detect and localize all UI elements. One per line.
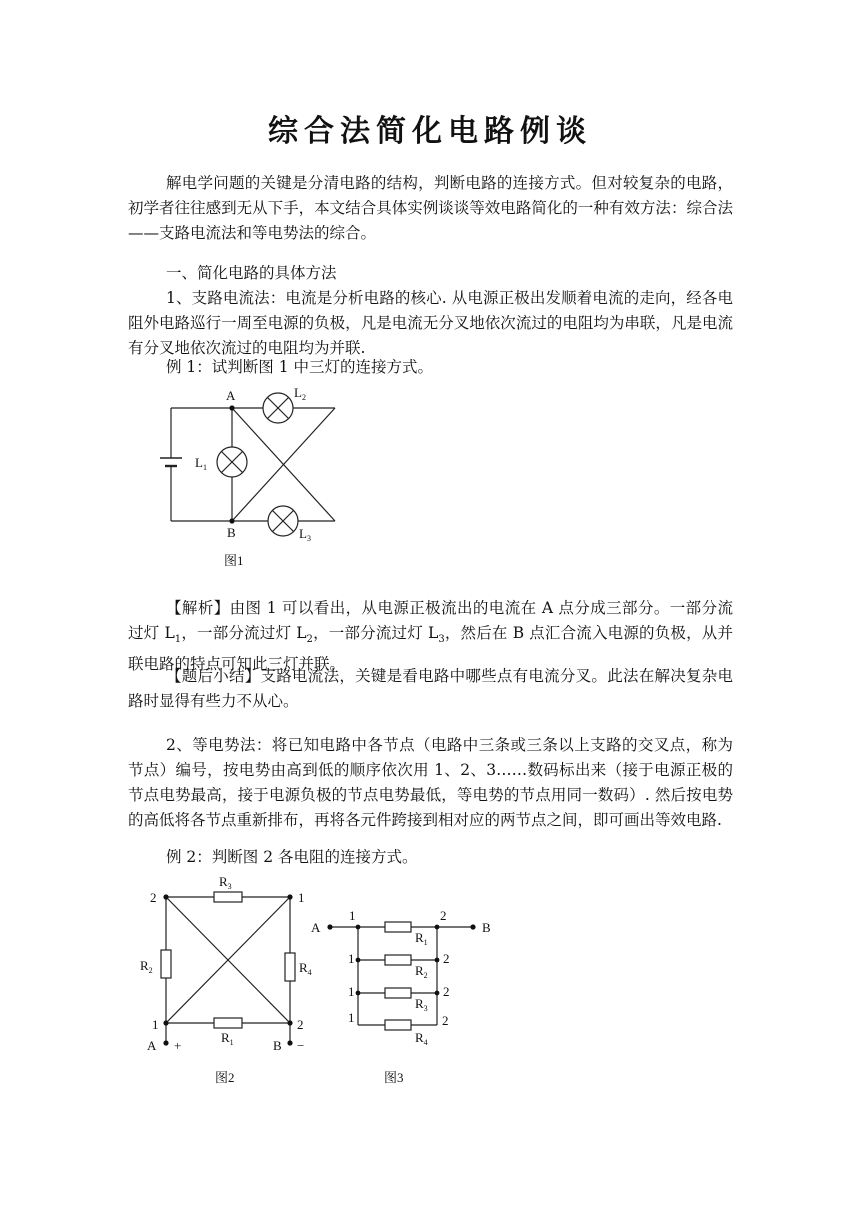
node-label: 1 xyxy=(348,951,355,966)
intro-paragraph: 解电学问题的关键是分清电路的结构，判断电路的连接方式。但对较复杂的电路，初学者往往感到无从下手，本文结合具体实例谈谈等效电路简化的一种有效方法：综合法——支路电流法和等电势法的综合。 xyxy=(128,174,733,242)
node-label: 2 xyxy=(150,890,157,905)
example1-text: 例 1：试判断图 1 中三灯的连接方式。 xyxy=(166,358,434,376)
r3-label: $R_3$ xyxy=(415,996,428,1013)
figure-2-circuit xyxy=(140,868,315,1088)
r4-label: $R_4$ xyxy=(415,1030,428,1047)
node-label: 1 xyxy=(298,890,305,905)
node-label: 1 xyxy=(349,908,356,923)
terminal-a-label: A xyxy=(147,1038,157,1053)
figure-2-caption: 图2 xyxy=(215,1070,235,1085)
node-label: 2 xyxy=(443,984,450,999)
node-b-dot xyxy=(229,518,234,523)
r3-label: $R_3$ xyxy=(219,874,232,891)
figure-3-circuit xyxy=(305,900,505,1085)
r1-label: $R_1$ xyxy=(415,930,428,947)
terminal-a-dot xyxy=(327,924,332,929)
node-label: 1 xyxy=(348,984,355,999)
analysis-paragraph: 【解析】由图 1 可以看出，从电源正极流出的电流在 A 点分成三部分。一部分流过灯 $L_1$，一部分流过灯 $L_2$，一部分流过灯 $L_3$，然后在 B 点汇合流入电源的负极，从并联电路的特点可知此三灯并联。 xyxy=(128,599,733,674)
figure-3-caption: 图3 xyxy=(384,1070,404,1085)
resistor-r3 xyxy=(214,892,242,902)
terminal-minus-label: − xyxy=(297,1038,305,1053)
resistor-r4 xyxy=(385,1020,411,1030)
node-label: 2 xyxy=(440,908,447,923)
terminal-b-label: B xyxy=(482,920,491,935)
r4-label: $R_4$ xyxy=(299,960,312,977)
node-a-label: A xyxy=(226,388,236,403)
r2-label: $R_2$ xyxy=(140,958,153,975)
resistor-r4 xyxy=(285,953,295,981)
lamp-l1-label: $L_1$ xyxy=(195,455,207,472)
terminal-plus-label: + xyxy=(174,1038,182,1053)
resistor-r2 xyxy=(161,950,171,978)
terminal-b-label: B xyxy=(273,1038,282,1053)
node-label: 1 xyxy=(152,1017,159,1032)
node-label: 2 xyxy=(297,1017,304,1032)
lamp-l2-label: $L_2$ xyxy=(294,385,306,402)
terminal-b-dot xyxy=(470,924,475,929)
node-label: 2 xyxy=(442,1013,449,1028)
terminal-a-dot xyxy=(163,1040,168,1045)
resistor-r2 xyxy=(385,955,411,965)
section-heading: 一、简化电路的具体方法 xyxy=(166,264,337,282)
node-label: 2 xyxy=(443,951,450,966)
terminal-b-dot xyxy=(287,1040,292,1045)
terminal-a-label: A xyxy=(311,920,321,935)
page-title: 综合法简化电路例谈 xyxy=(268,114,592,149)
example2-text: 例 2：判断图 2 各电阻的连接方式。 xyxy=(166,848,418,866)
summary-paragraph: 【题后小结】支路电流法，关键是看电路中哪些点有电流分叉。此法在解决复杂电路时显得有些力不从心。 xyxy=(128,667,733,710)
method1-paragraph: 1、支路电流法：电流是分析电路的核心. 从电源正极出发顺着电流的走向，经各电阻外电路巡行一周至电源的负极，凡是电流无分叉地依次流过的电阻均为串联，凡是电流有分叉地依次流过的电阻均为并联. xyxy=(128,289,733,357)
node-label: 1 xyxy=(348,1010,355,1025)
figure-1-caption: 图1 xyxy=(224,553,244,568)
figure-1-circuit xyxy=(160,380,360,575)
node-a-dot xyxy=(229,405,234,410)
resistor-r3 xyxy=(385,988,411,998)
r1-label: $R_1$ xyxy=(221,1030,234,1047)
method2-paragraph: 2、等电势法：将已知电路中各节点（电路中三条或三条以上支路的交叉点，称为节点）编号，按电势由高到低的顺序依次用 1、2、3……数码标出来（接于电源正极的节点电势最高，接于电源负极的节点电势最低，等电势的节点用同一数码）. 然后按电势的高低将各节点重新排布，再将各元件跨接到相对应的两节点之间，即可画出等效电路. xyxy=(128,736,733,829)
lamp-l3-label: $L_3$ xyxy=(299,526,311,543)
node-b-label: B xyxy=(227,525,236,540)
resistor-r1 xyxy=(214,1018,242,1028)
resistor-r1 xyxy=(385,922,411,932)
r2-label: $R_2$ xyxy=(415,963,428,980)
